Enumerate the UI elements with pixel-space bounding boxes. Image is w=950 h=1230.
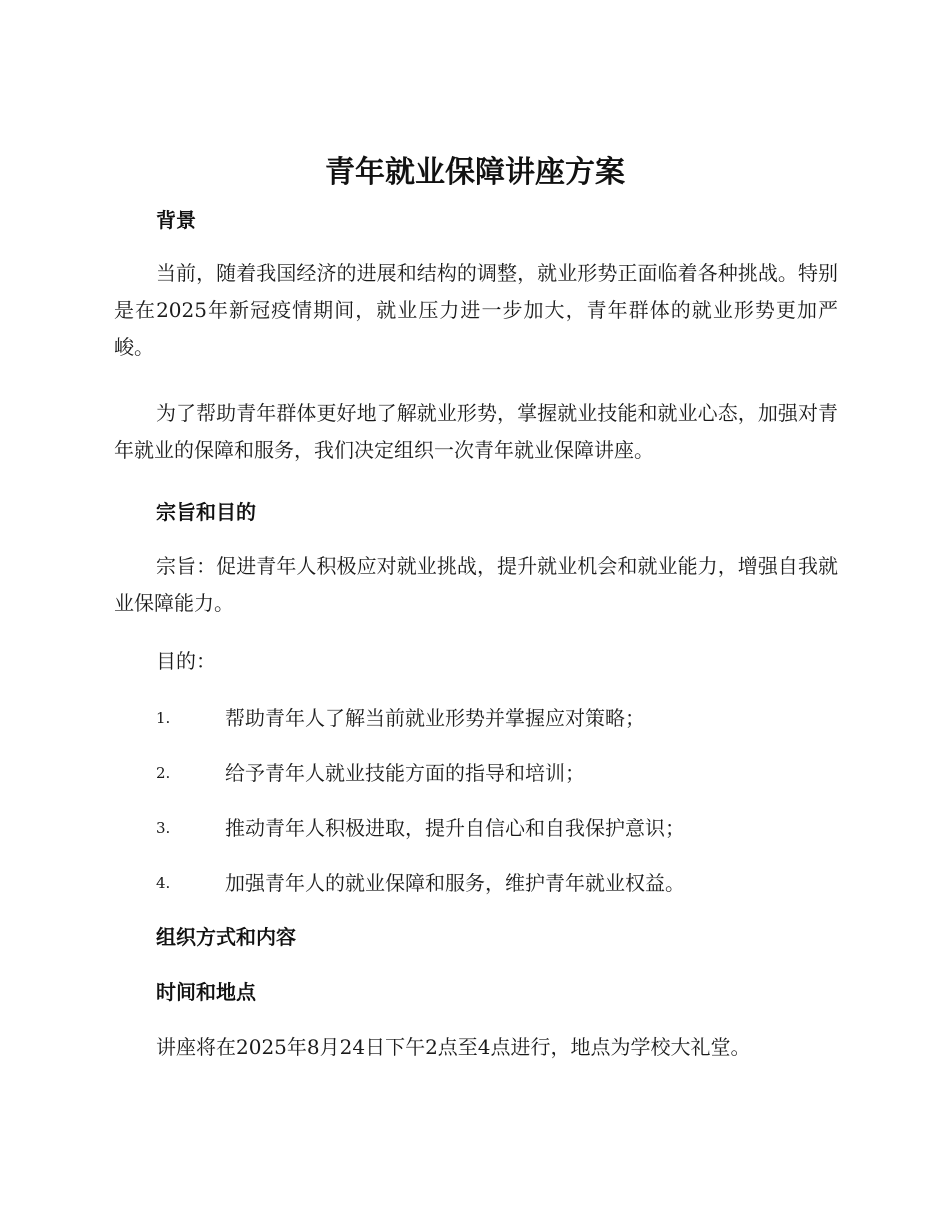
list-item	[156, 703, 846, 733]
heading-time-place: 时间和地点	[156, 980, 256, 1004]
document-title: 青年就业保障讲座方案	[325, 155, 625, 190]
list-item-number: 4.	[156, 874, 171, 892]
list-item-number: 1.	[156, 709, 171, 727]
list-item	[156, 758, 846, 788]
goals-label: 目的：	[156, 649, 216, 673]
heading-organization: 组织方式和内容	[156, 925, 296, 949]
heading-background: 背景	[156, 208, 196, 232]
list-item-text: 给予青年人就业技能方面的指导和培训；	[225, 761, 585, 785]
paragraph-background-2: 为了帮助青年群体更好地了解就业形势，掌握就业技能和就业心态，加强对青年就业的保障和服务，我们决定组织一次青年就业保障讲座。	[114, 401, 838, 462]
heading-purpose: 宗旨和目的	[156, 500, 256, 524]
list-item-text: 帮助青年人了解当前就业形势并掌握应对策略；	[225, 706, 645, 730]
paragraph-time-place: 讲座将在2025年8月24日下午2点至4点进行，地点为学校大礼堂。	[156, 1035, 751, 1059]
paragraph-background-1: 当前，随着我国经济的进展和结构的调整，就业形势正面临着各种挑战。特别是在2025年新冠疫情期间，就业压力进一步加大，青年群体的就业形势更加严峻。	[114, 261, 838, 359]
list-item-number: 2.	[156, 764, 171, 782]
list-item-text: 加强青年人的就业保障和服务，维护青年就业权益。	[225, 871, 685, 895]
list-item-text: 推动青年人积极进取，提升自信心和自我保护意识；	[225, 816, 685, 840]
paragraph-principle: 宗旨：促进青年人积极应对就业挑战，提升就业机会和就业能力，增强自我就业保障能力。	[114, 554, 838, 615]
list-item	[156, 868, 846, 898]
list-item-number: 3.	[156, 819, 171, 837]
list-item	[156, 813, 846, 843]
